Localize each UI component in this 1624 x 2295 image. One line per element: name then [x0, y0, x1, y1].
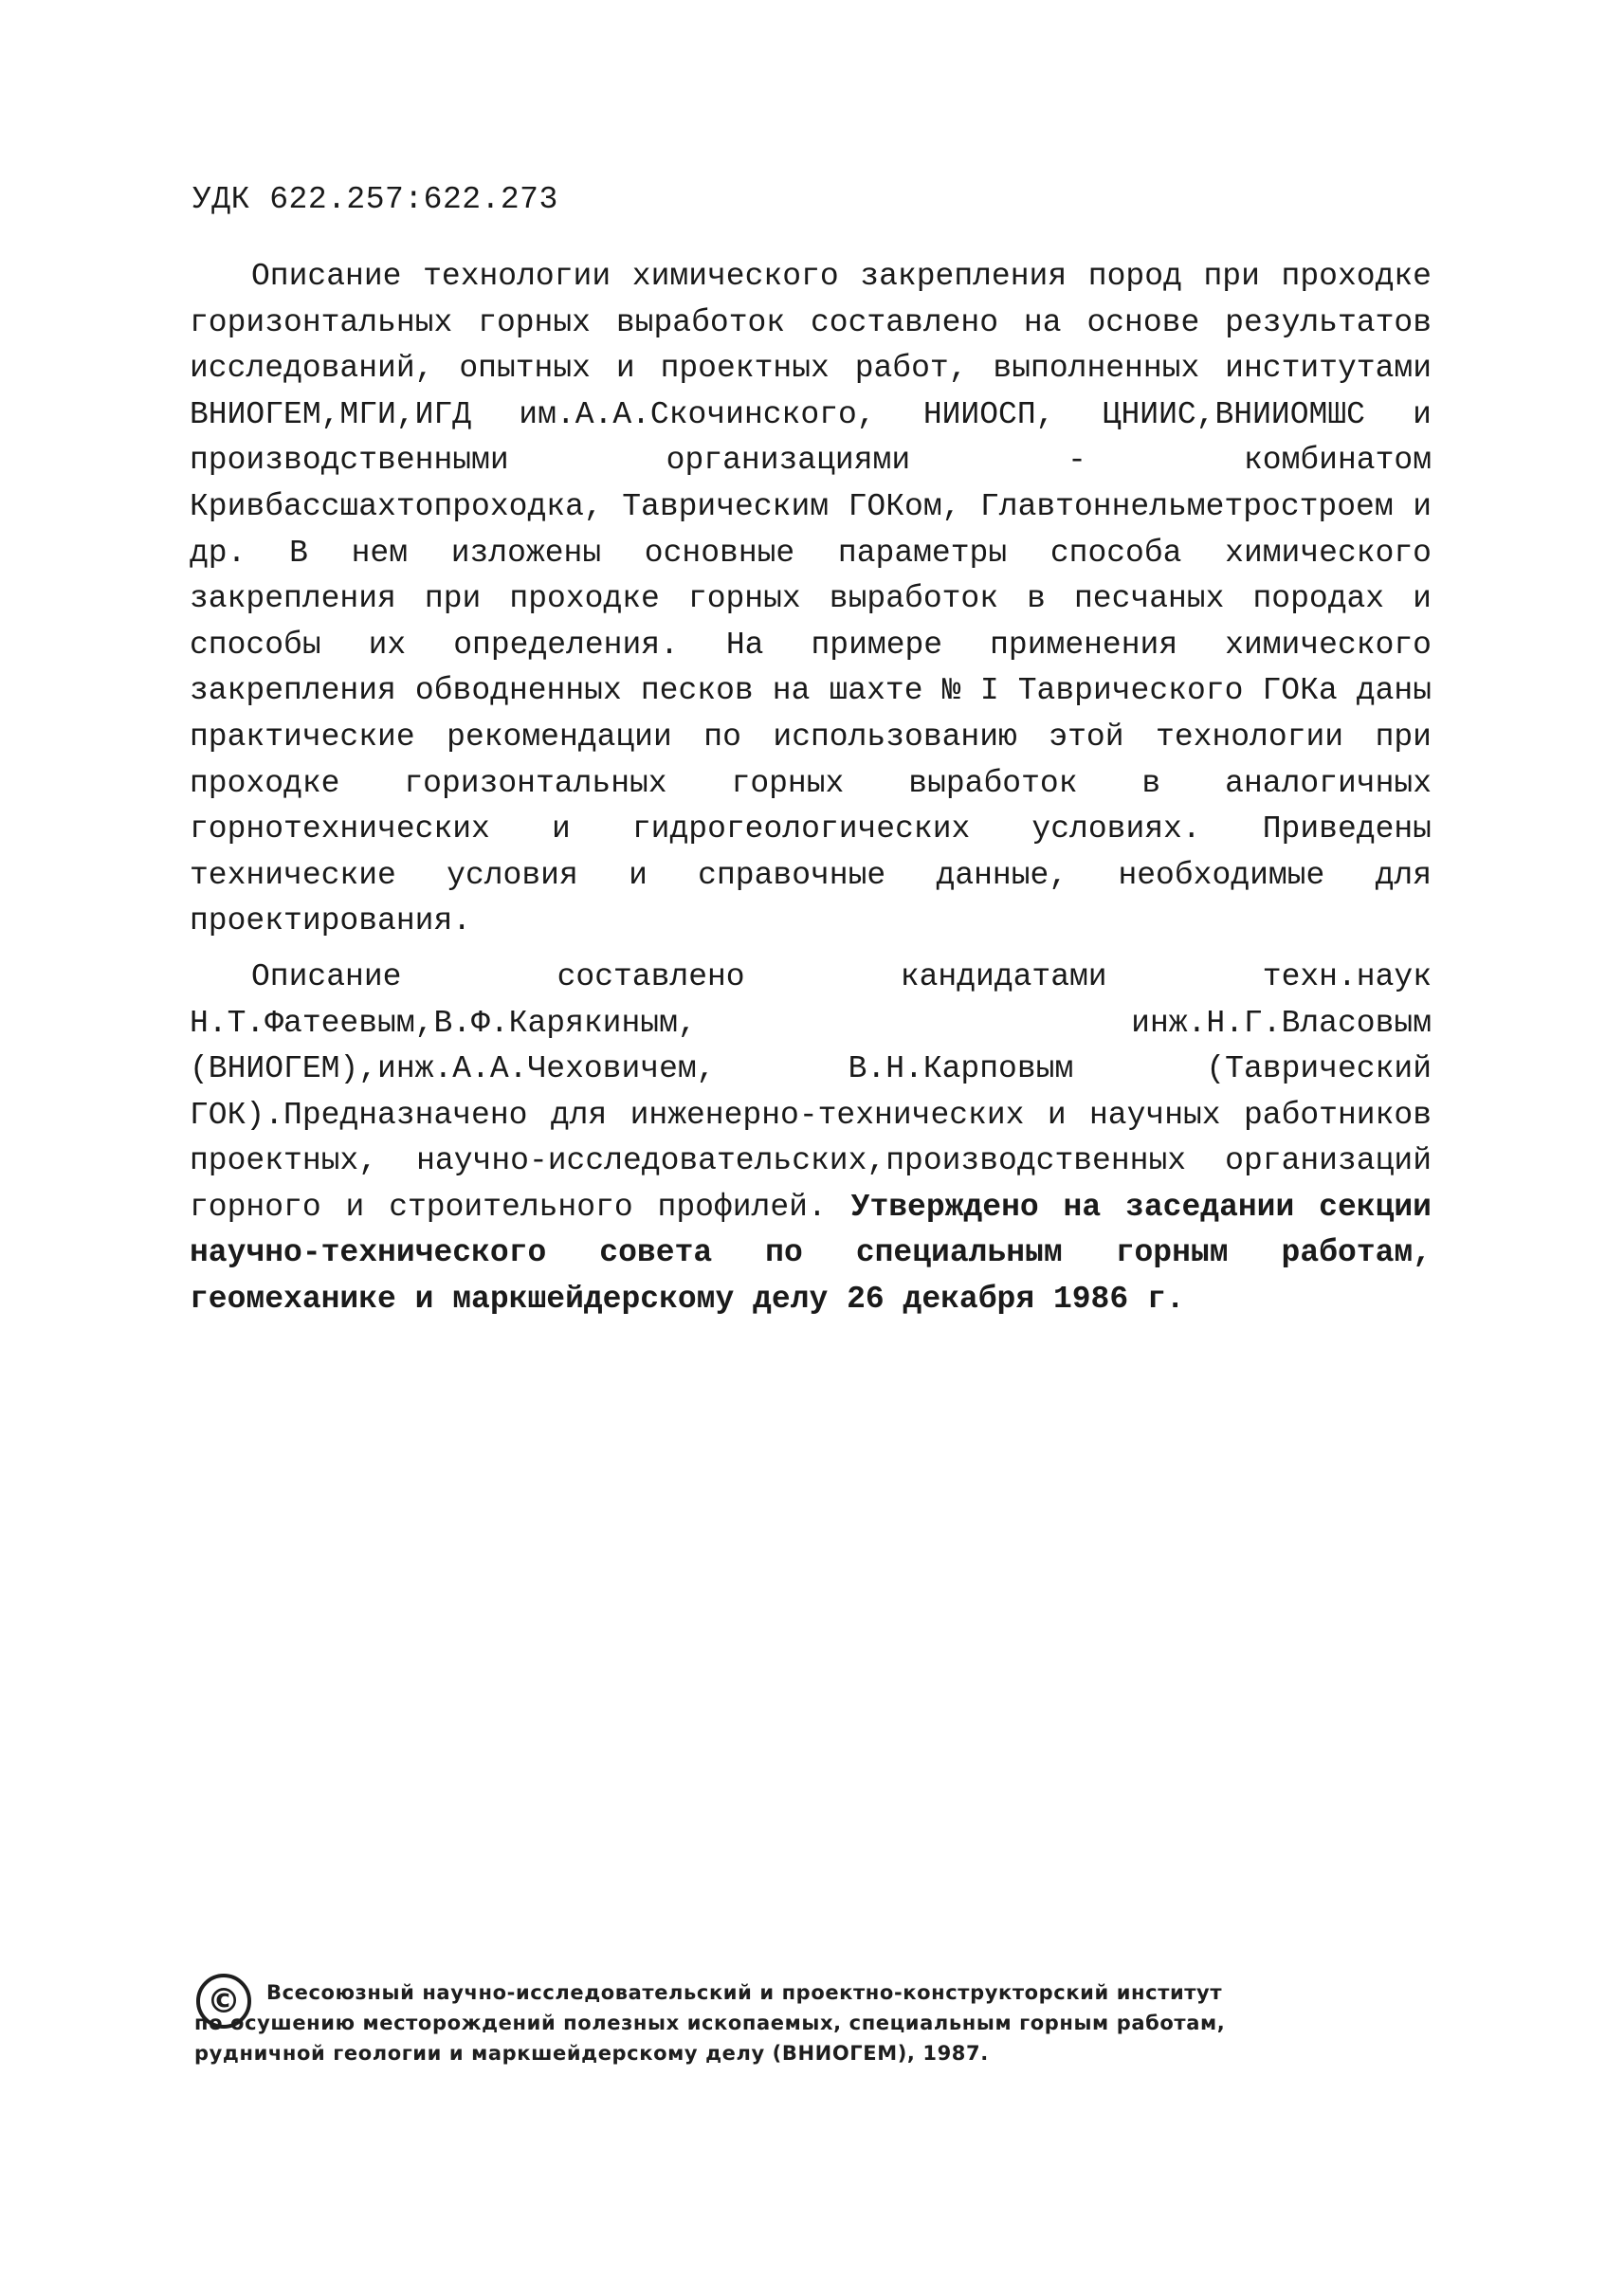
copyright-text: [194, 1977, 1226, 2068]
authors-text: Описание составлено кандидатами техн.наук Н.Т.Фатеевым,В.Ф.Карякиным, инж.Н.Г.Власовым (ВНИОГЕМ),инж.А.А.Чеховичем, В.Н.Карповым (Таврический ГОК).Предназначено для инженерно-технических и научных работников проектных, научно-исследовательских,производственных организаций горного и строительного профилей.: [190, 958, 1432, 1225]
copyright-symbol: ©: [207, 1982, 241, 2021]
copyright-line-2: по осушению месторождений полезных ископаемых, специальным горным работам,: [194, 2012, 1226, 2034]
copyright-line-3: рудничной геологии и маркшейдерскому делу (ВНИОГЕМ), 1987.: [194, 2042, 989, 2065]
copyright-line-1: Всесоюзный научно-исследовательский и проектно-конструкторский институт: [266, 1981, 1223, 2004]
abstract-paragraph-2: [190, 955, 1432, 1323]
approval-text: Утверждено на заседании секции научно-технического совета по специальным горным работам, геомеханике и маркшейдерскому делу 26 декабря 1986 г.: [190, 1189, 1432, 1318]
abstract-body: [190, 254, 1432, 1333]
abstract-paragraph-1: Описание технологии химического закрепления пород при проходке горизонтальных горных выработок составлено на основе результатов исследований, опытных и проектных работ, выполненных институтами ВНИОГЕМ,МГИ,ИГД им.А.А.Скочинского, НИИОСП, ЦНИИС,ВНИИОМШС и производственными организациями - комбинатом Кривбассшахтопроходка, Таврическим ГОКом, Главтоннельметрострoем и др. В нем изложены основные параметры способа химического закрепления при проходке горных выработок в песчаных породах и способы их определения. На примере применения химического закрепления обводненных песков на шахте № I Таврического ГОКа даны практические рекомендации по использованию этой технологии при проходке горизонтальных горных выработок в аналогичных горнотехнических и гидрогеологических условиях. Приведены технические условия и справочные данные, необходимые для проектирования.: [190, 259, 1432, 939]
udk-code: УДК 622.257:622.273: [192, 182, 558, 217]
copyright-block: [194, 1977, 1427, 2068]
